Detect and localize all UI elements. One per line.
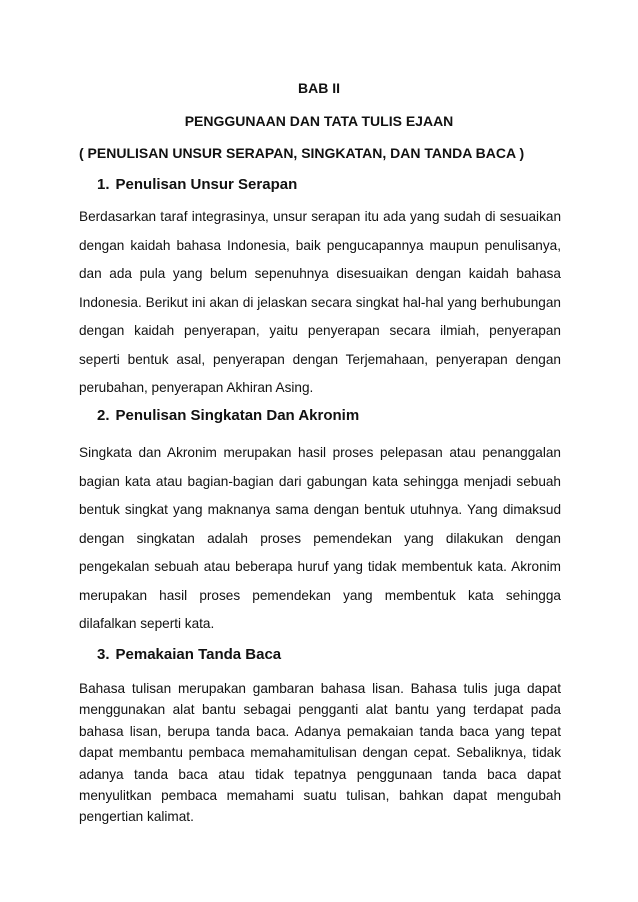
section-number: 3. — [97, 646, 110, 663]
section-heading-tanda-baca — [97, 646, 281, 663]
section-heading-text: Penulisan Unsur Serapan — [115, 176, 298, 193]
section-heading-text: Pemakaian Tanda Baca — [115, 646, 282, 663]
section-body-unsur-serapan: Berdasarkan taraf integrasinya, unsur serapan itu ada yang sudah di sesuaikan dengan kaidah bahasa Indonesia, baik pengucapannya maupun penulisanya, dan ada pula yang belum sepenuhnya disesuaikan dengan kaidah bahasa Indonesia. Berikut ini akan di jelaskan secara singkat hal-hal yang berhubungan dengan kaidah penyerapan, yaitu penyerapan secara ilmiah, penyerapan seperti bentuk asal, penyerapan dengan Terjemahaan, penyerapan dengan perubahan, penyerapan Akhiran Asing. — [79, 209, 561, 395]
section-body-tanda-baca: Bahasa tulisan merupakan gambaran bahasa lisan. Bahasa tulis juga dapat menggunakan alat bantu sebagai pengganti alat bantu yang terdapat pada bahasa lisan, berupa tanda baca. Adanya pemakaian tanda baca yang tepat dapat membantu pembaca memahamitulisan dengan cepat. Sebaliknya, tidak adanya tanda baca atau tidak tepatnya penggunaan tanda baca dapat menyulitkan pembaca memahami suatu tulisan, bahkan dapat mengubah pengertian kalimat. — [79, 681, 561, 825]
section-number: 1. — [97, 176, 110, 193]
document-subtitle: ( PENULISAN UNSUR SERAPAN, SINGKATAN, DAN TANDA BACA ) — [79, 145, 525, 161]
section-body-singkatan-akronim: Singkata dan Akronim merupakan hasil proses pelepasan atau penanggalan bagian kata atau bagian-bagian dari gabungan kata sehingga menjadi sebuah bentuk singkat yang maknanya sama dengan bentuk utuhnya. Yang dimaksud dengan singkatan adalah proses pemendekan yang dilakukan dengan pengekalan sebuah atau beberapa huruf yang tidak membentuk kata. Akronim merupakan hasil proses pemendekan yang membentuk kata sehingga dilafalkan seperti kata. — [79, 445, 561, 631]
chapter-label: BAB II — [298, 80, 340, 96]
section-heading-singkatan-akronim — [97, 407, 359, 424]
section-heading-text: Penulisan Singkatan Dan Akronim — [115, 407, 360, 424]
section-number: 2. — [97, 407, 110, 424]
section-heading-unsur-serapan — [97, 176, 297, 193]
document-title: PENGGUNAAN DAN TATA TULIS EJAAN — [184, 113, 454, 129]
